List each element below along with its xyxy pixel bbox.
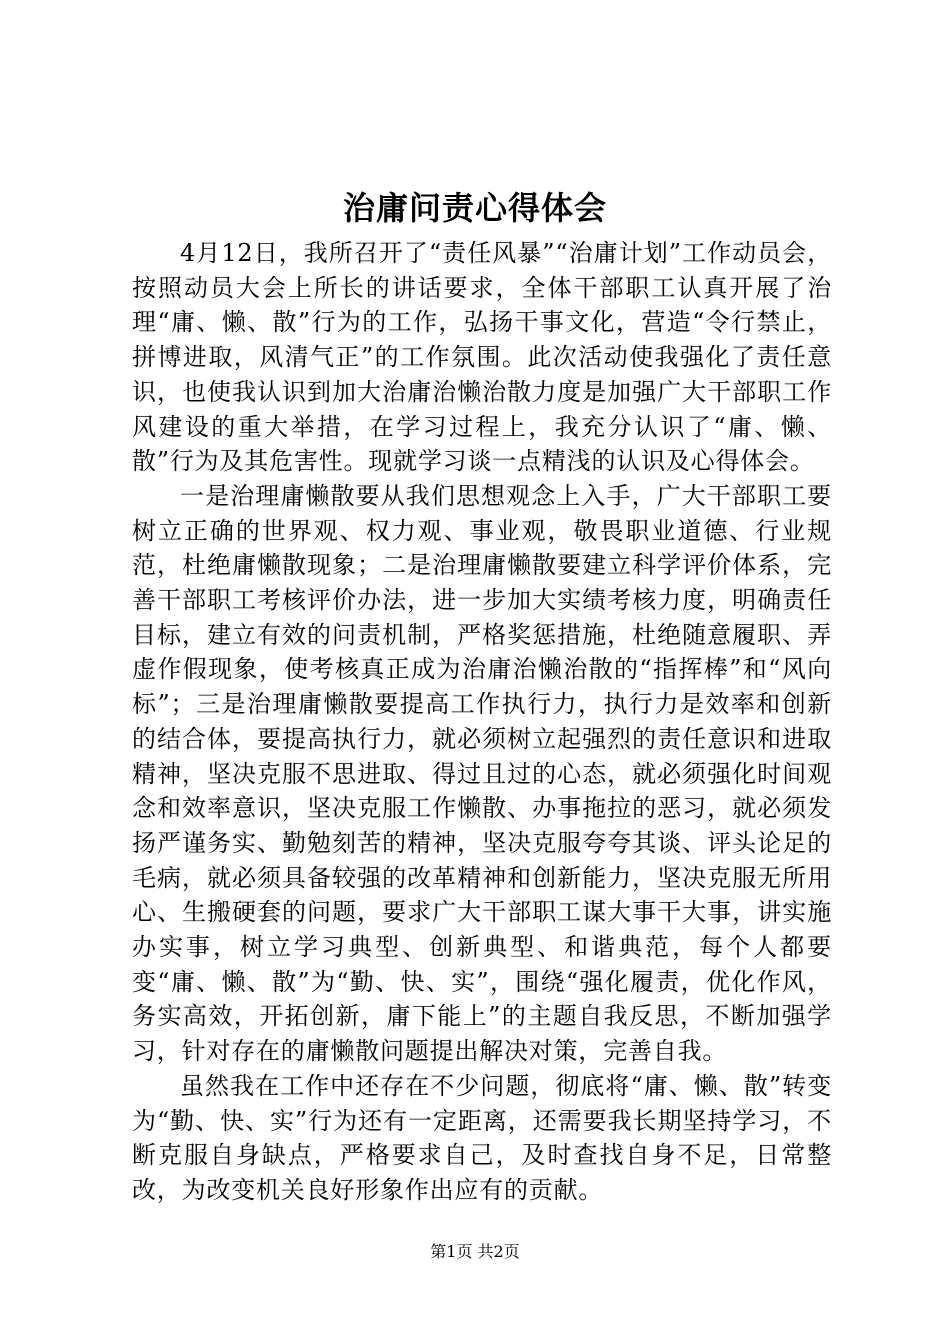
paragraph-conclusion: 虽然我在工作中还存在不少问题，彻底将“庸、懒、散”转变为“勤、快、实”行为还有一定距离，还需要我长期坚持学习，不断克服自身缺点，严格要求自己，及时查找自身不足，日常整改，为改变机关良好形象作出应有的贡献。 <box>132 1071 832 1204</box>
document-title: 治庸问责心得体会 <box>342 189 607 227</box>
paragraph-intro: 4月12日，我所召开了“责任风暴”“治庸计划”工作动员会，按照动员大会上所长的讲话要求，全体干部职工认真开展了治理“庸、懒、散”行为的工作，弘扬干事文化，营造“令行禁止，拼博进取，风清气正”的工作氛围。此次活动使我强化了责任意识，也使我认识到加大治庸治懒治散力度是加强广大干部职工作风建设的重大举措，在学习过程上，我充分认识了“庸、懒、散”行为及其危害性。现就学习谈一点精浅的认识及心得体会。 <box>132 239 832 476</box>
page-number-footer: 第1页 共2页 <box>430 1242 520 1261</box>
paragraph-measures: 一是治理庸懒散要从我们思想观念上入手，广大干部职工要树立正确的世界观、权力观、事业观，敬畏职业道德、行业规范，杜绝庸懒散现象；二是治理庸懒散要建立科学评价体系，完善干部职工考核评价办法，进一步加大实绩考核力度，明确责任目标，建立有效的问责机制，严格奖惩措施，杜绝随意履职、弄虚作假现象，使考核真正成为治庸治懒治散的“指挥棒”和“风向标”；三是治理庸懒散要提高工作执行力，执行力是效率和创新的结合体，要提高执行力，就必须树立起强烈的责任意识和进取精神，坚决克服不思进取、得过且过的心态，就必须强化时间观念和效率意识，坚决克服工作懒散、办事拖拉的恶习，就必须发扬严谨务实、勤勉刻苦的精神，坚决克服夸夸其谈、评头论足的毛病，就必须具备较强的改革精神和创新能力，坚决克服无所用心、生搬硬套的问题，要求广大干部职工谋大事干大事，讲实施办实事，树立学习典型、创新典型、和谐典范，每个人都要变“庸、懒、散”为“勤、快、实”，围绕“强化履责，优化作风，务实高效，开拓创新，庸下能上”的主题自我反思，不断加强学习，针对存在的庸懒散问题提出解决对策，完善自我。 <box>132 481 832 1066</box>
document-body <box>132 236 832 1208</box>
